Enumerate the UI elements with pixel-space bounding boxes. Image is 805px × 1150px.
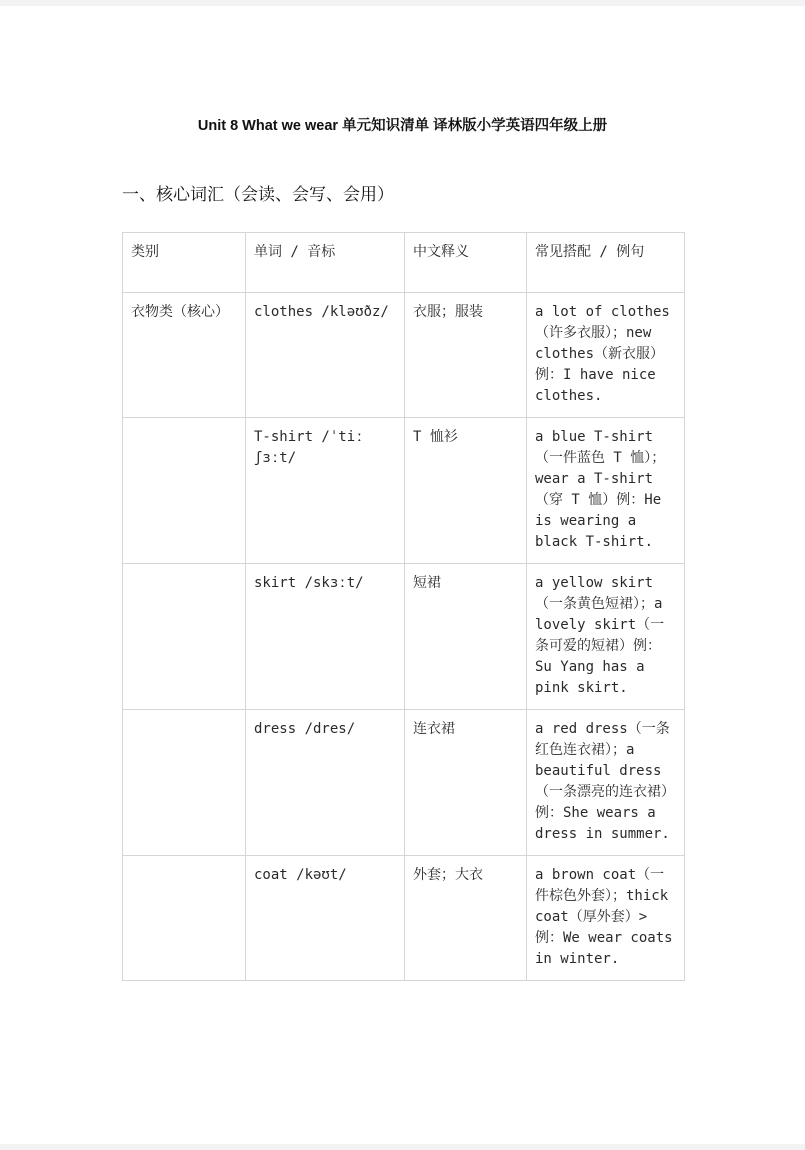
table-header-row: [123, 233, 685, 293]
table-row: [123, 564, 685, 710]
table-row: [123, 856, 685, 981]
header-example: 常见搭配 / 例句: [527, 233, 685, 293]
cell-category: [123, 710, 246, 856]
cell-example: a blue T-shirt（一件蓝色 T 恤）；wear a T-shirt（穿 T 恤）例：He is wearing a black T-shirt.: [527, 418, 685, 564]
cell-category: [123, 564, 246, 710]
cell-category: [123, 418, 246, 564]
cell-word: coat /kəʊt/: [246, 856, 405, 981]
cell-example: a red dress（一条红色连衣裙）；a beautiful dress（一条漂亮的连衣裙）例：She wears a dress in summer.: [527, 710, 685, 856]
cell-meaning: 短裙: [405, 564, 527, 710]
section-heading: 一、核心词汇（会读、会写、会用）: [122, 185, 394, 205]
cell-example: a yellow skirt（一条黄色短裙）；a lovely skirt（一条可爱的短裙）例：Su Yang has a pink skirt.: [527, 564, 685, 710]
vocabulary-table: [122, 232, 685, 981]
table-row: [123, 418, 685, 564]
header-meaning: 中文释义: [405, 233, 527, 293]
cell-meaning: 连衣裙: [405, 710, 527, 856]
table-row: [123, 710, 685, 856]
cell-meaning: 外套；大衣: [405, 856, 527, 981]
cell-meaning: 衣服；服装: [405, 293, 527, 418]
document-title: Unit 8 What we wear 单元知识清单 译林版小学英语四年级上册: [197, 118, 608, 134]
cell-word: skirt /skɜːt/: [246, 564, 405, 710]
cell-category: 衣物类（核心）: [123, 293, 246, 418]
cell-word: clothes /kləʊðz/: [246, 293, 405, 418]
cell-word: T-shirt /ˈtiː ʃɜːt/: [246, 418, 405, 564]
cell-example: a brown coat（一件棕色外套）；thick coat（厚外套）> 例：We wear coats in winter.: [527, 856, 685, 981]
table-row: [123, 293, 685, 418]
header-category: 类别: [123, 233, 246, 293]
cell-category: [123, 856, 246, 981]
header-word: 单词 / 音标: [246, 233, 405, 293]
cell-example: a lot of clothes（许多衣服）；new clothes（新衣服）例：I have nice clothes.: [527, 293, 685, 418]
document-page: [0, 6, 805, 1144]
cell-word: dress /dres/: [246, 710, 405, 856]
cell-meaning: T 恤衫: [405, 418, 527, 564]
